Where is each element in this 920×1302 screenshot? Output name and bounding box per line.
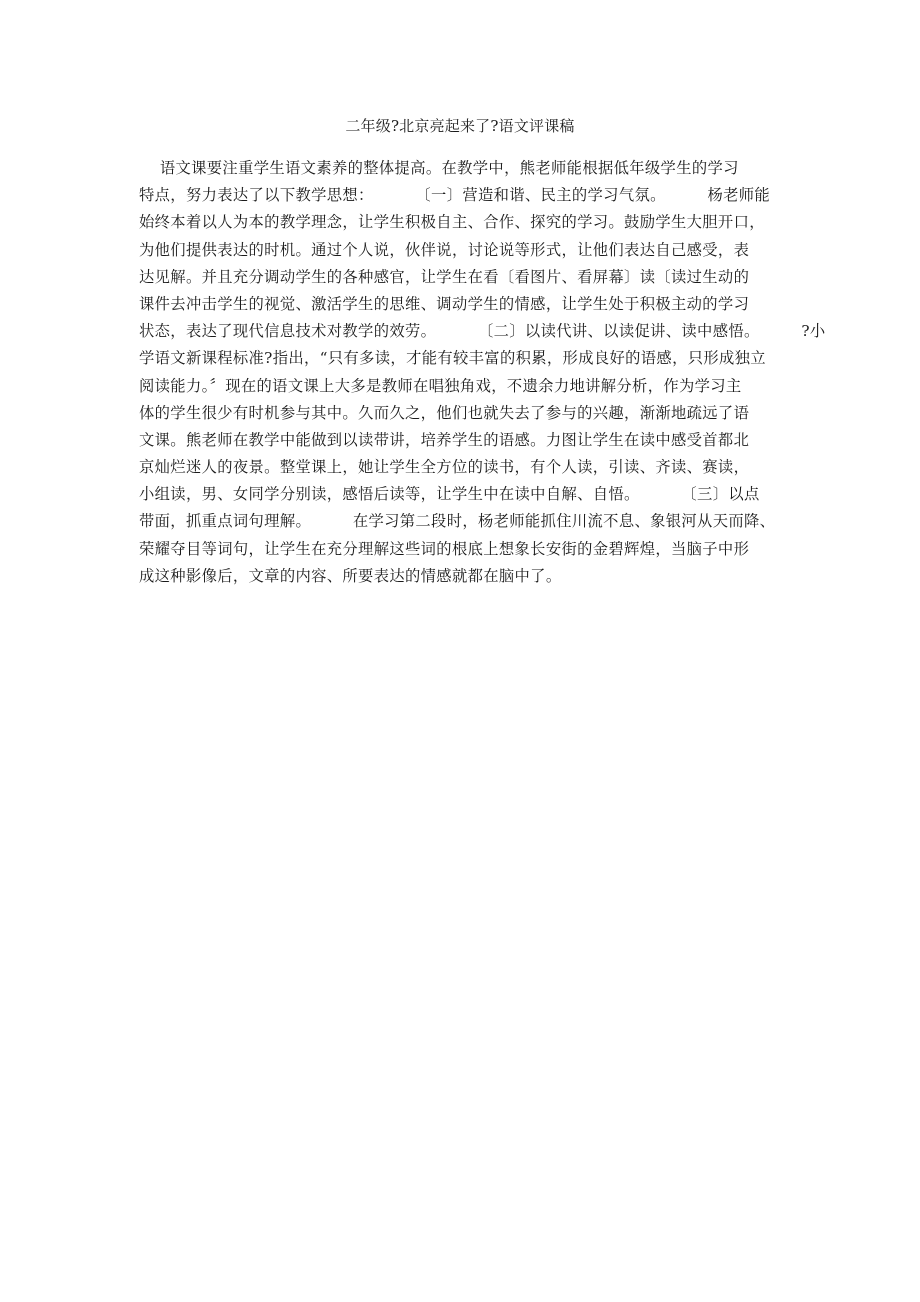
- document-title: 二年级?北京亮起来了?语文评课稿: [345, 117, 575, 135]
- body-line: 阅读能力。〞现在的语文课上大多是教师在唱独角戏，不遗余力地讲解分析，作为学习主: [139, 376, 742, 395]
- body-line: 文课。熊老师在教学中能做到以读带讲，培养学生的语感。力图让学生在读中感受首都北: [139, 430, 750, 449]
- body-line: 京灿烂迷人的夜景。整堂课上，她让学生全方位的读书，有个人读，引读、齐读、赛读，: [139, 458, 750, 477]
- body-line: 语文课要注重学生语文素养的整体提高。在教学中，熊老师能根据低年级学生的学习: [139, 159, 739, 177]
- body-line: 荣耀夺目等词句，让学生在充分理解这些词的根底上想象长安街的金碧辉煌，当脑子中形: [139, 539, 750, 558]
- body-line: 达见解。并且充分调动学生的各种感官，让学生在看〔看图片、看屏幕〕读〔读过生动的: [139, 267, 750, 286]
- body-line: 特点，努力表达了以下教学思想： 〔一〕营造和谐、民主的学习气氛。 杨老师能: [139, 186, 771, 205]
- document-body: [139, 158, 839, 593]
- body-line: 学语文新课程标准?指出，“只有多读，才能有较丰富的积累，形成良好的语感，只形成独立: [139, 349, 766, 368]
- body-line: 状态，表达了现代信息技术对教学的效劳。 〔二〕以读代讲、以读促讲、读中感悟。 ?小: [139, 322, 826, 341]
- body-line: 小组读，男、女同学分别读，感悟后读等，让学生中在读中自解、自悟。 〔三〕以点: [139, 485, 760, 504]
- body-line: 为他们提供表达的时机。通过个人说，伙伴说，讨论说等形式，让他们表达自己感受，表: [139, 240, 750, 259]
- body-line: 课件去冲击学生的视觉、激活学生的思维、调动学生的情感，让学生处于积极主动的学习: [139, 294, 750, 313]
- body-line: 带面，抓重点词句理解。 在学习第二段时，杨老师能抓住川流不息、象银河从天而降、: [139, 512, 776, 531]
- body-line: 成这种影像后，文章的内容、所要表达的情感就都在脑中了。: [139, 566, 562, 585]
- body-line: 体的学生很少有时机参与其中。久而久之，他们也就失去了参与的兴趣，渐渐地疏远了语: [139, 403, 750, 422]
- body-line: 始终本着以人为本的教学理念，让学生积极自主、合作、探究的学习。鼓励学生大胆开口，: [139, 213, 765, 232]
